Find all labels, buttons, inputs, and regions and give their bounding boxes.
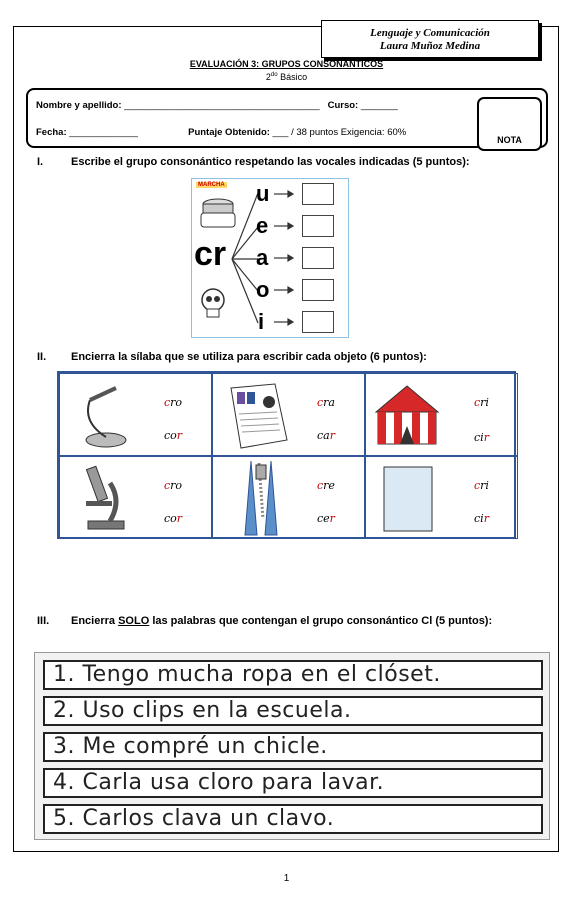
microphone-icon (72, 382, 132, 450)
section-2-instruction: Encierra la sílaba que se utiliza para escribir cada objeto (6 puntos): (71, 351, 427, 363)
syllable-option[interactable]: cir (474, 431, 489, 444)
microscope-icon (80, 461, 130, 533)
subject-text: Lenguaje y Comunicación (370, 27, 490, 39)
teacher-text: Laura Muñoz Medina (379, 40, 481, 52)
syllable-option[interactable]: cre (317, 479, 335, 492)
table-cell-microphone (59, 373, 212, 456)
vowel-u: u (256, 181, 270, 206)
score-field[interactable]: ___ (269, 127, 292, 138)
subject-box (321, 20, 539, 58)
sentence-strip[interactable]: 1. Tengo mucha ropa en el clóset. (43, 660, 543, 690)
date-field[interactable]: _____________ (66, 127, 138, 138)
answer-box-i[interactable] (302, 311, 334, 333)
section-1-instruction: Escribe el grupo consonántico respetando las vocales indicadas (5 puntos): (71, 156, 470, 168)
syllable-option[interactable]: cor (164, 512, 183, 525)
sentence-strip[interactable]: 2. Uso clips en la escuela. (43, 696, 543, 726)
vowel-i: i (258, 309, 265, 334)
exam-title: EVALUACIÓN 3: GRUPOS CONSONÁNTICOS (189, 59, 384, 69)
page-number: 1 (283, 873, 290, 884)
zipper-icon (241, 459, 281, 537)
sentence-strip[interactable]: 4. Carla usa cloro para lavar. (43, 768, 543, 798)
date-row (36, 127, 406, 138)
section-3-heading: III. Encierra SOLO las palabras que contengan el grupo consonántico Cl (5 puntos): (37, 615, 493, 627)
skull-icon (198, 287, 228, 321)
course-label: Curso: (327, 100, 359, 111)
nota-label: NOTA (497, 135, 522, 145)
grade-label (0, 72, 573, 82)
table-cell-circus (365, 373, 518, 456)
name-row (36, 100, 398, 111)
grade-number: 2 (265, 72, 271, 82)
answer-box-e[interactable] (302, 215, 334, 237)
section-2-heading (37, 351, 427, 363)
table-cell-paper (212, 373, 365, 456)
table-cell-zipper (212, 456, 365, 539)
vowel-a: a (256, 245, 269, 270)
cr-exercise-panel (191, 178, 349, 338)
syllable-option[interactable]: cra (317, 396, 335, 409)
grade-sup: do (270, 72, 278, 78)
syllable-option[interactable]: cri (474, 479, 489, 492)
section-3-number: III. (37, 615, 50, 627)
answer-box-o[interactable] (302, 279, 334, 301)
table-cell-microscope (59, 456, 212, 539)
syllable-option[interactable]: cer (317, 512, 335, 525)
vowel-o: o (256, 277, 270, 302)
nota-box[interactable] (477, 97, 542, 151)
paper-icon (223, 380, 293, 452)
syllable-option[interactable]: car (317, 429, 335, 442)
cr-stem: cr (194, 235, 227, 273)
exigencia-label: Exigencia: (340, 127, 385, 138)
table-cell-glass (365, 456, 518, 539)
logo-badge: MARCHA (198, 182, 225, 188)
syllable-option[interactable]: cri (474, 396, 489, 409)
name-label: Nombre y apellido: (36, 100, 122, 111)
solo-emphasis: SOLO (118, 615, 150, 627)
answer-box-u[interactable] (302, 183, 334, 205)
syllable-option[interactable]: cor (164, 429, 183, 442)
vowel-e: e (256, 213, 269, 238)
sentence-strip[interactable]: 3. Me compré un chicle. (43, 732, 543, 762)
sentence-strips (34, 652, 550, 840)
exigencia-value: 60% (384, 127, 407, 138)
section-2-number: II. (37, 351, 47, 363)
glass-pane-icon (380, 463, 436, 535)
syllable-option[interactable]: cro (164, 396, 183, 409)
name-field[interactable]: _____________________________________ (121, 100, 323, 111)
section-1-heading (37, 156, 470, 168)
section-1-number: I. (37, 156, 44, 168)
answer-box-a[interactable] (302, 247, 334, 269)
score-label: Puntaje Obtenido: (188, 127, 270, 138)
circus-tent-icon (372, 384, 442, 448)
sentence-strip[interactable]: 5. Carlos clava un clavo. (43, 804, 543, 834)
score-total: / 38 puntos (291, 127, 339, 138)
date-label: Fecha: (36, 127, 67, 138)
student-info-box (26, 88, 548, 148)
syllable-option[interactable]: cir (474, 512, 489, 525)
course-field[interactable]: _______ (358, 100, 398, 111)
vowel-arrows (272, 179, 296, 339)
syllable-table (57, 371, 516, 539)
syllable-option[interactable]: cro (164, 479, 183, 492)
grade-text: Básico (277, 72, 308, 82)
